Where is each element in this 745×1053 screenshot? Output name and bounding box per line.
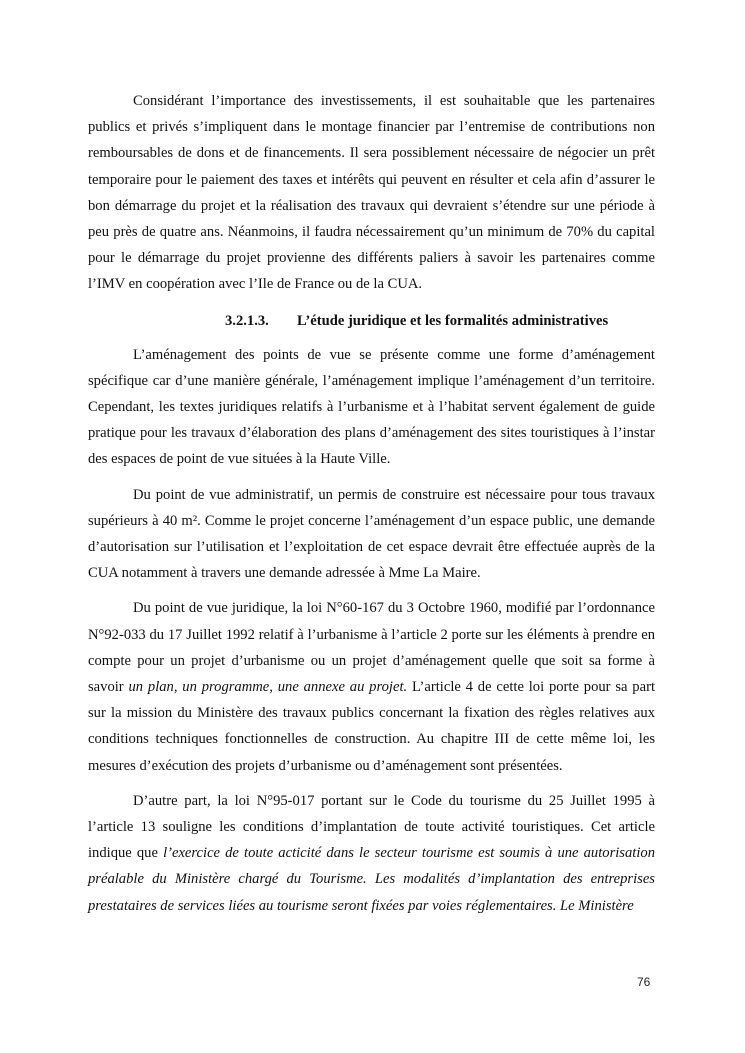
urbanism-law-italic: un plan, un programme, une annexe au projet.: [128, 679, 408, 696]
paragraph-financing: Considérant l’importance des investissements, il est souhaitable que les partenaires publics et privés s’impliquent dans le montage financier par l’entremise de contributions non remboursables de dons et de financements. Il sera possiblement nécessaire de négocier un prêt temporaire pour le paiement des taxes et intérêts qui peuvent en résulter et cela afin d’assurer le bon démarrage du projet et la réalisation des travaux qui devraient s’étendre sur une période à peu près de quatre ans. Néanmoins, il faudra nécessairement qu’un minimum de 70% du capital pour le démarrage du projet provienne des différents paliers à savoir les partenaires comme l’IMV en coopération avec l’Ile de France ou de la CUA.: [88, 93, 655, 293]
section-number: 3.2.1.3.: [225, 312, 269, 329]
urbanism-law-text-end: L’article 4 de cette loi porte pour sa part sur la mission du Ministère des travaux publics concernant la fixation des règles relatives aux conditions techniques fonctionnelles de construction. Au chapitre III de cette même loi, les mesures d’exécution des projets d’urbanisme ou d’aménagement sont présentées.: [88, 679, 655, 774]
section-heading: [88, 308, 655, 334]
tourism-code-text: D’autre part, la loi N°95-017 portant sur le Code du tourisme du 25 Juillet 1995 à l’article 13 souligne les conditions d’implantation de toute activité touristiques. Cet article indique que: [88, 792, 655, 862]
paragraph-tourism-code: [88, 788, 655, 919]
paragraph-urbanism-law: [88, 595, 655, 778]
section-title: L’étude juridique et les formalités administratives: [297, 312, 609, 329]
paragraph-administrative: Du point de vue administratif, un permis de construire est nécessaire pour tous travaux supérieurs à 40 m². Comme le projet concerne l’aménagement d’un espace public, une demande d’autorisation sur l’utilisation et l’exploitation de cet espace devrait être effectuée auprès de la CUA notamment à travers une demande adressée à Mme La Maire.: [88, 486, 655, 582]
urbanism-law-text-start: Du point de vue juridique, la loi N°60-167 du 3 Octobre 1960, modifié par l’ordonnance N°92-033 du 17 Juillet 1992 relatif à l’urbanisme à l’article 2 porte sur les éléments à prendre en compte pour un projet d’urbanisme ou un projet d’aménagement quelle que soit sa forme à savoir: [88, 600, 655, 696]
page-number: 76: [637, 975, 651, 989]
paragraph-legal-framework: L’aménagement des points de vue se présente comme une forme d’aménagement spécifique car d’une manière générale, l’aménagement implique l’aménagement d’un territoire. Cependant, les textes juridiques relatifs à l’urbanisme et à l’habitat servent également de guide pratique pour les travaux d’élaboration des plans d’aménagement des sites touristiques à l’instar des espaces de point de vue situées à la Haute Ville.: [88, 346, 655, 468]
document-page: [88, 88, 655, 919]
tourism-code-italic: l’exercice de toute acticité dans le secteur tourisme est soumis à une autorisation préalable du Ministère chargé du Tourisme. Les modalités d’implantation des entreprises prestataires de services liées au tourisme seront fixées par voies réglementaires. Le Ministère: [88, 845, 655, 914]
